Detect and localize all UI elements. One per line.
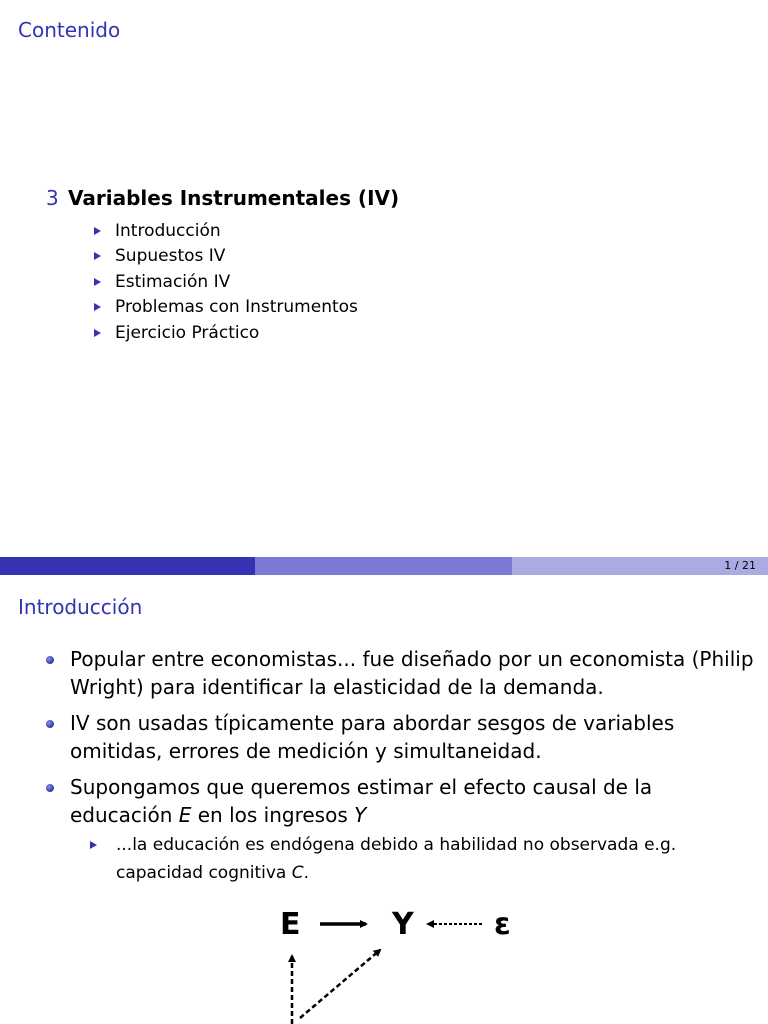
diagram-arrows — [270, 902, 530, 1024]
bullet-item — [46, 645, 758, 701]
footline-segment — [255, 557, 512, 575]
page-number: 1 / 21 — [724, 559, 756, 572]
triangle-bullet-icon — [94, 278, 101, 286]
toc-section[interactable] — [46, 186, 399, 210]
triangle-bullet-icon — [94, 227, 101, 235]
slide-introduccion — [0, 577, 768, 1024]
bullet-item — [46, 709, 758, 765]
toc-subsection[interactable] — [94, 244, 358, 270]
toc-subsection-list — [94, 218, 358, 346]
triangle-bullet-icon — [90, 841, 97, 849]
subsection-label: Introducción — [115, 220, 221, 241]
triangle-bullet-icon — [94, 329, 101, 337]
bullet-text: IV son usadas típicamente para abordar sesgos de variables omitidas, errores de medición y simultaneidad. — [70, 711, 675, 763]
causal-diagram — [270, 902, 530, 1024]
triangle-bullet-icon — [94, 303, 101, 311]
subsection-label: Problemas con Instrumentos — [115, 297, 358, 318]
bullet-dot-icon — [46, 720, 54, 728]
sub-bullet-list — [90, 831, 758, 887]
toc-subsection[interactable] — [94, 218, 358, 244]
math-variable: C — [291, 863, 304, 883]
arrow-c-to-y — [300, 950, 380, 1018]
bullet-text-part: en los ingresos — [191, 803, 355, 827]
toc-subsection[interactable] — [94, 269, 358, 295]
bullet-item — [46, 773, 758, 887]
footline-segment — [0, 557, 255, 575]
bullet-dot-icon — [46, 656, 54, 664]
toc-subsection[interactable] — [94, 295, 358, 321]
bullet-dot-icon — [46, 784, 54, 792]
node-epsilon: ε — [494, 907, 511, 942]
triangle-bullet-icon — [94, 252, 101, 260]
sub-bullet-item — [90, 831, 758, 887]
node-y: Y — [392, 907, 414, 942]
toc-subsection[interactable] — [94, 320, 358, 346]
slide-title: Introducción — [18, 595, 143, 619]
sub-bullet-text: . — [303, 863, 310, 883]
section-title: Variables Instrumentales (IV) — [68, 186, 400, 210]
bullet-text-part: Supongamos que queremos estimar el efecto causal de la educación — [70, 775, 653, 827]
subsection-label: Supuestos IV — [115, 246, 226, 267]
section-number: 3 — [46, 186, 59, 210]
math-variable: E — [178, 803, 192, 827]
subsection-label: Ejercicio Práctico — [115, 322, 260, 343]
footline-bar — [0, 557, 768, 575]
slide-title: Contenido — [18, 18, 121, 42]
node-e: E — [280, 907, 301, 942]
math-variable: Y — [354, 803, 367, 827]
sub-bullet-text: ...la educación es endógena debido a habilidad no observada e.g. capacidad cognitiva — [116, 835, 677, 883]
subsection-label: Estimación IV — [115, 271, 231, 292]
bullet-list — [46, 645, 758, 895]
bullet-text: Popular entre economistas... fue diseñado por un economista (Philip Wright) para identificar la elasticidad de la demanda. — [70, 647, 754, 699]
